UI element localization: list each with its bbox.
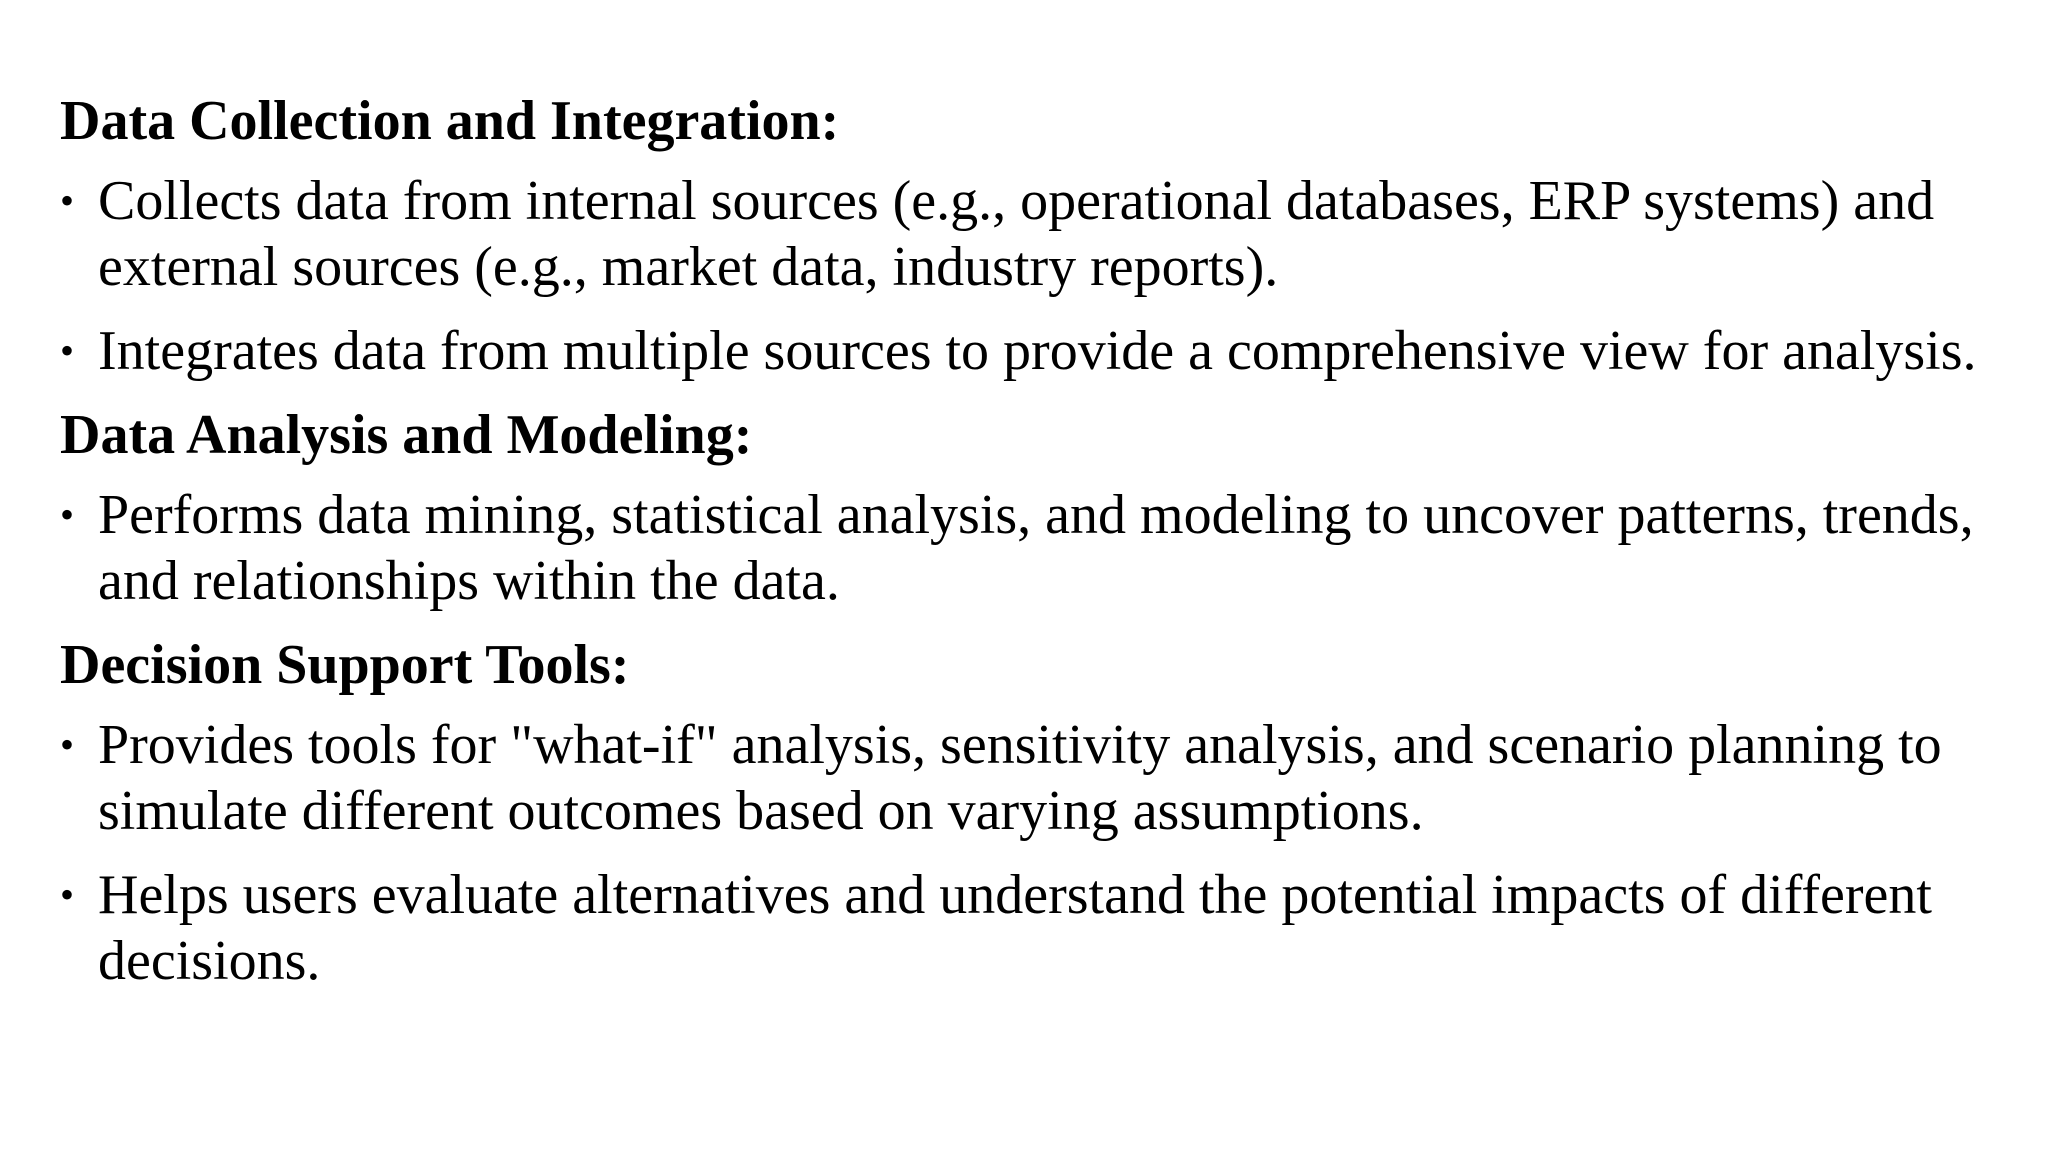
bullet-text: Provides tools for "what-if" analysis, sensitivity analysis, and scenario planning to simulate different outcomes based on varying assumptions. bbox=[98, 714, 1942, 842]
bullet-icon: • bbox=[60, 872, 75, 917]
bullet-list bbox=[60, 482, 1990, 614]
bullet-text: Helps users evaluate alternatives and understand the potential impacts of different decisions. bbox=[98, 864, 1932, 992]
bullet-item bbox=[60, 862, 1990, 994]
section-data-analysis bbox=[60, 402, 1990, 614]
bullet-text: Performs data mining, statistical analysis, and modeling to uncover patterns, trends, and relationships within the data. bbox=[98, 484, 1974, 612]
bullet-icon: • bbox=[60, 328, 75, 373]
section-decision-support bbox=[60, 632, 1990, 994]
bullet-icon: • bbox=[60, 178, 75, 223]
bullet-icon: • bbox=[60, 722, 75, 767]
bullet-text: Collects data from internal sources (e.g., operational databases, ERP systems) and external sources (e.g., market data, industry reports). bbox=[98, 170, 1935, 298]
bullet-item bbox=[60, 318, 1990, 384]
slide-content bbox=[60, 88, 1990, 1012]
bullet-list bbox=[60, 168, 1990, 384]
bullet-text: Integrates data from multiple sources to provide a comprehensive view for analysis. bbox=[98, 320, 1977, 382]
section-data-collection bbox=[60, 88, 1990, 384]
bullet-item bbox=[60, 712, 1990, 844]
section-heading: Decision Support Tools: bbox=[60, 634, 630, 696]
section-heading: Data Analysis and Modeling: bbox=[60, 404, 753, 466]
bullet-item bbox=[60, 482, 1990, 614]
bullet-list bbox=[60, 712, 1990, 994]
bullet-icon: • bbox=[60, 492, 75, 537]
bullet-item bbox=[60, 168, 1990, 300]
section-heading: Data Collection and Integration: bbox=[60, 90, 840, 152]
